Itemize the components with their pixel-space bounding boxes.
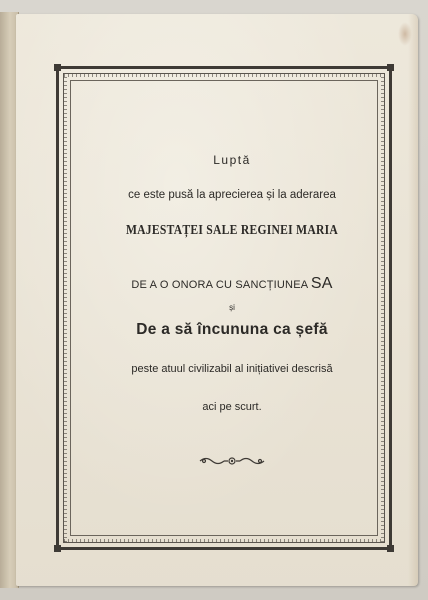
border-pattern xyxy=(63,73,385,543)
intro-line: ce este pusă la aprecierea și la aderarea xyxy=(128,189,336,201)
royal-heading: MAJESTAȚEI SALE REGINEI MARIA xyxy=(125,222,339,237)
border-corner-bottom-right xyxy=(387,545,394,552)
border-content-area xyxy=(70,80,378,536)
initiative-line: peste atuul civilizabil al inițiativei descrisă xyxy=(131,363,333,375)
paper-stain xyxy=(398,22,412,46)
sanction-line-emphasis: SA xyxy=(310,275,333,292)
sanction-line xyxy=(71,275,393,293)
document-page xyxy=(16,14,418,586)
connector-word: și xyxy=(229,303,235,312)
border-corner-top-right xyxy=(387,64,394,71)
closing-line: aci pe scurt. xyxy=(202,401,262,413)
border-corner-bottom-left xyxy=(54,545,61,552)
sanction-line-text: DE A O ONORA CU SANCȚIUNEA xyxy=(131,279,311,291)
border-corner-top-left xyxy=(54,64,61,71)
decorative-scroll-icon xyxy=(198,455,266,467)
crowning-heading: De a să încununa ca șefă xyxy=(136,321,328,338)
ornamental-border xyxy=(56,66,392,550)
document-title: Luptă xyxy=(213,153,251,167)
